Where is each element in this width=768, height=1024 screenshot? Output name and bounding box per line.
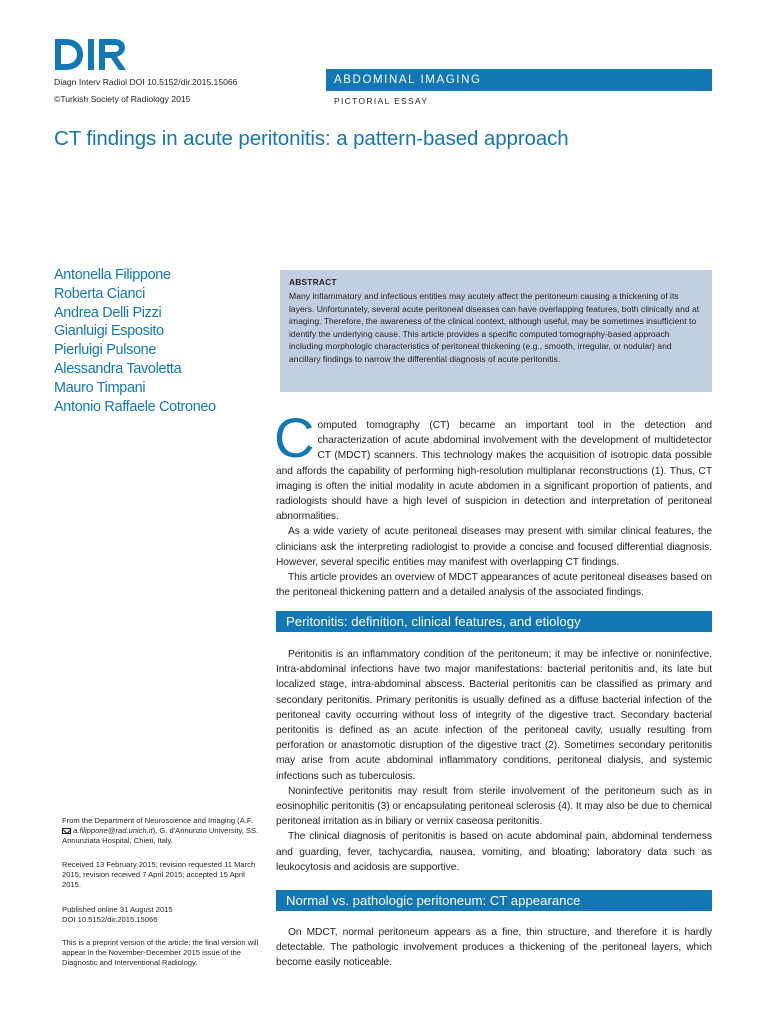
body-paragraph: The clinical diagnosis of peritonitis is based on acute abdominal pain, abdominal tenderness and guarding, fever, tachycardia, nausea, vomiting, and bloating; laboratory data such as leukocytosis and acidosis are supportive. [276,831,712,873]
ct-appearance-section [276,925,712,971]
copyright-line: ©Turkish Society of Radiology 2015 [54,94,191,104]
intro-paragraph: This article provides an overview of MDCT appearances of acute peritoneal diseases based on the peritoneal thickening pattern and a detailed analysis of the associated findings. [276,572,712,599]
author-name: Antonella Filippone [54,267,171,283]
section-heading-peritonitis: Peritonitis: definition, clinical features, and etiology [276,611,712,632]
doi-line: DOI 10.5152/dir.2015.15066 [62,915,158,924]
preprint-note: This is a preprint version of the article; the final version will appear in the November-December 2015 issue of the Diagnostic and Interventional Radiology. [62,938,259,968]
body-paragraph: On MDCT, normal peritoneum appears as a fine, thin structure, and therefore it is hardly detectable. The pathologic involvement produces a thickening of the peritoneal layers, which become easily noticeable. [276,927,712,969]
author-name: Alessandra Tavoletta [54,360,182,377]
article-title: CT findings in acute peritonitis: a pattern-based approach [54,127,569,150]
journal-logo [52,34,136,74]
author-list [54,266,264,416]
received-dates: Received 13 February 2015; revision requested 11 March 2015; revision received 7 April 2015; accepted 15 April 2015. [62,860,256,890]
body-paragraph: Noninfective peritonitis may result from sterile involvement of the peritoneum such as in eosinophilic peritonitis (3) or encapsulating peritoneal sclerosis (4). It may also be due to chemical peritoneal irritation as in biliary or vernix caseosa peritonitis. [276,785,713,828]
published-date: Published online 31 August 2015 [62,905,173,914]
section-label: ABDOMINAL IMAGING [326,69,712,91]
article-type: PICTORIAL ESSAY [334,96,429,106]
intro-paragraph: omputed tomography (CT) became an important tool in the detection and characterization of acute abdominal involvement with the development of multidetector CT (MDCT) scanners. This technology makes the acquisition of isotropic data possible and affords the capability of performing high-resolution multiplanar reconstructions (1). Thus, CT imaging is often the initial modality in acute abdomen in a significant proportion of patients, and radiologists should have a high level of suspicion in detection and interpretation of peritoneal abnormalities. [276,420,712,523]
abstract-box [280,270,712,392]
abstract-heading: ABSTRACT [289,277,337,287]
author-name: Mauro Timpani [54,379,146,396]
author-email[interactable]: a.filippone@rad.unich.it [73,826,153,836]
email-icon [62,828,71,834]
author-name: Gianluigi Esposito [54,323,164,340]
affiliation-text: From the Department of Neuroscience and Imaging (A.F. [62,816,253,825]
drop-cap: C [274,406,315,469]
author-name: Pierluigi Pulsone [54,342,157,359]
intro-section [274,406,712,600]
affiliation-text: ), G. d'Annunzio University, SS. Annunziata Hospital, Chieti, Italy. [62,826,259,846]
author-name: Andrea Delli Pizzi [54,304,162,321]
author-name: Antonio Raffaele Cotroneo [54,398,216,415]
author-name: Roberta Cianci [54,285,145,302]
journal-reference: Diagn Interv Radiol DOI 10.5152/dir.2015.15066 [54,77,238,87]
body-paragraph: Peritonitis is an inflammatory condition of the peritoneum; it may be infective or noninfective. Intra-abdominal infections have two major manifestations: bacterial peritonitis and, its late but localized stage, intra-abdominal abscess. Bacterial peritonitis can be classified as primary and secondary peritonitis. Primary peritonitis is usually defined as a diffuse bacterial infection of the peritoneal cavity occurring without loss of integrity of the digestive tract. Secondary bacterial peritonitis is defined as an acute infection of the peritoneal cavity, usually resulting from perforation or anastomotic disruption of the digestive tract (2). Sometimes secondary peritonitis may arise from acute abdominal inflammatory conditions, peritoneal dialysis, and systemic infections such as tuberculosis. [276,649,712,782]
section-heading-ct-appearance: Normal vs. pathologic peritoneum: CT appearance [276,890,712,911]
affiliation-note [62,816,262,847]
peritonitis-section [276,647,712,875]
intro-paragraph: As a wide variety of acute peritoneal diseases may present with similar clinical features, the clinicians ask the interpreting radiologist to provide a concise and focused differential diagnosis. However, several specific entities may manifest with overlapping CT findings. [276,526,712,568]
abstract-text: Many inflammatory and infectious entities may acutely affect the peritoneum causing a thickening of its layers. Unfortunately, several acute peritoneal diseases can have overlapping features, both clinically and at imaging. Therefore, the awareness of the clinical context, although useful, may be sometimes insufficient to identify the underlying cause. This article provides a specific computed tomography-based approach including morphologic characteristics of peritoneal thickening (e.g., smooth, irregular, or nodular) and ancillary findings to narrow the differential diagnosis of acute peritonitis. [289,291,700,364]
